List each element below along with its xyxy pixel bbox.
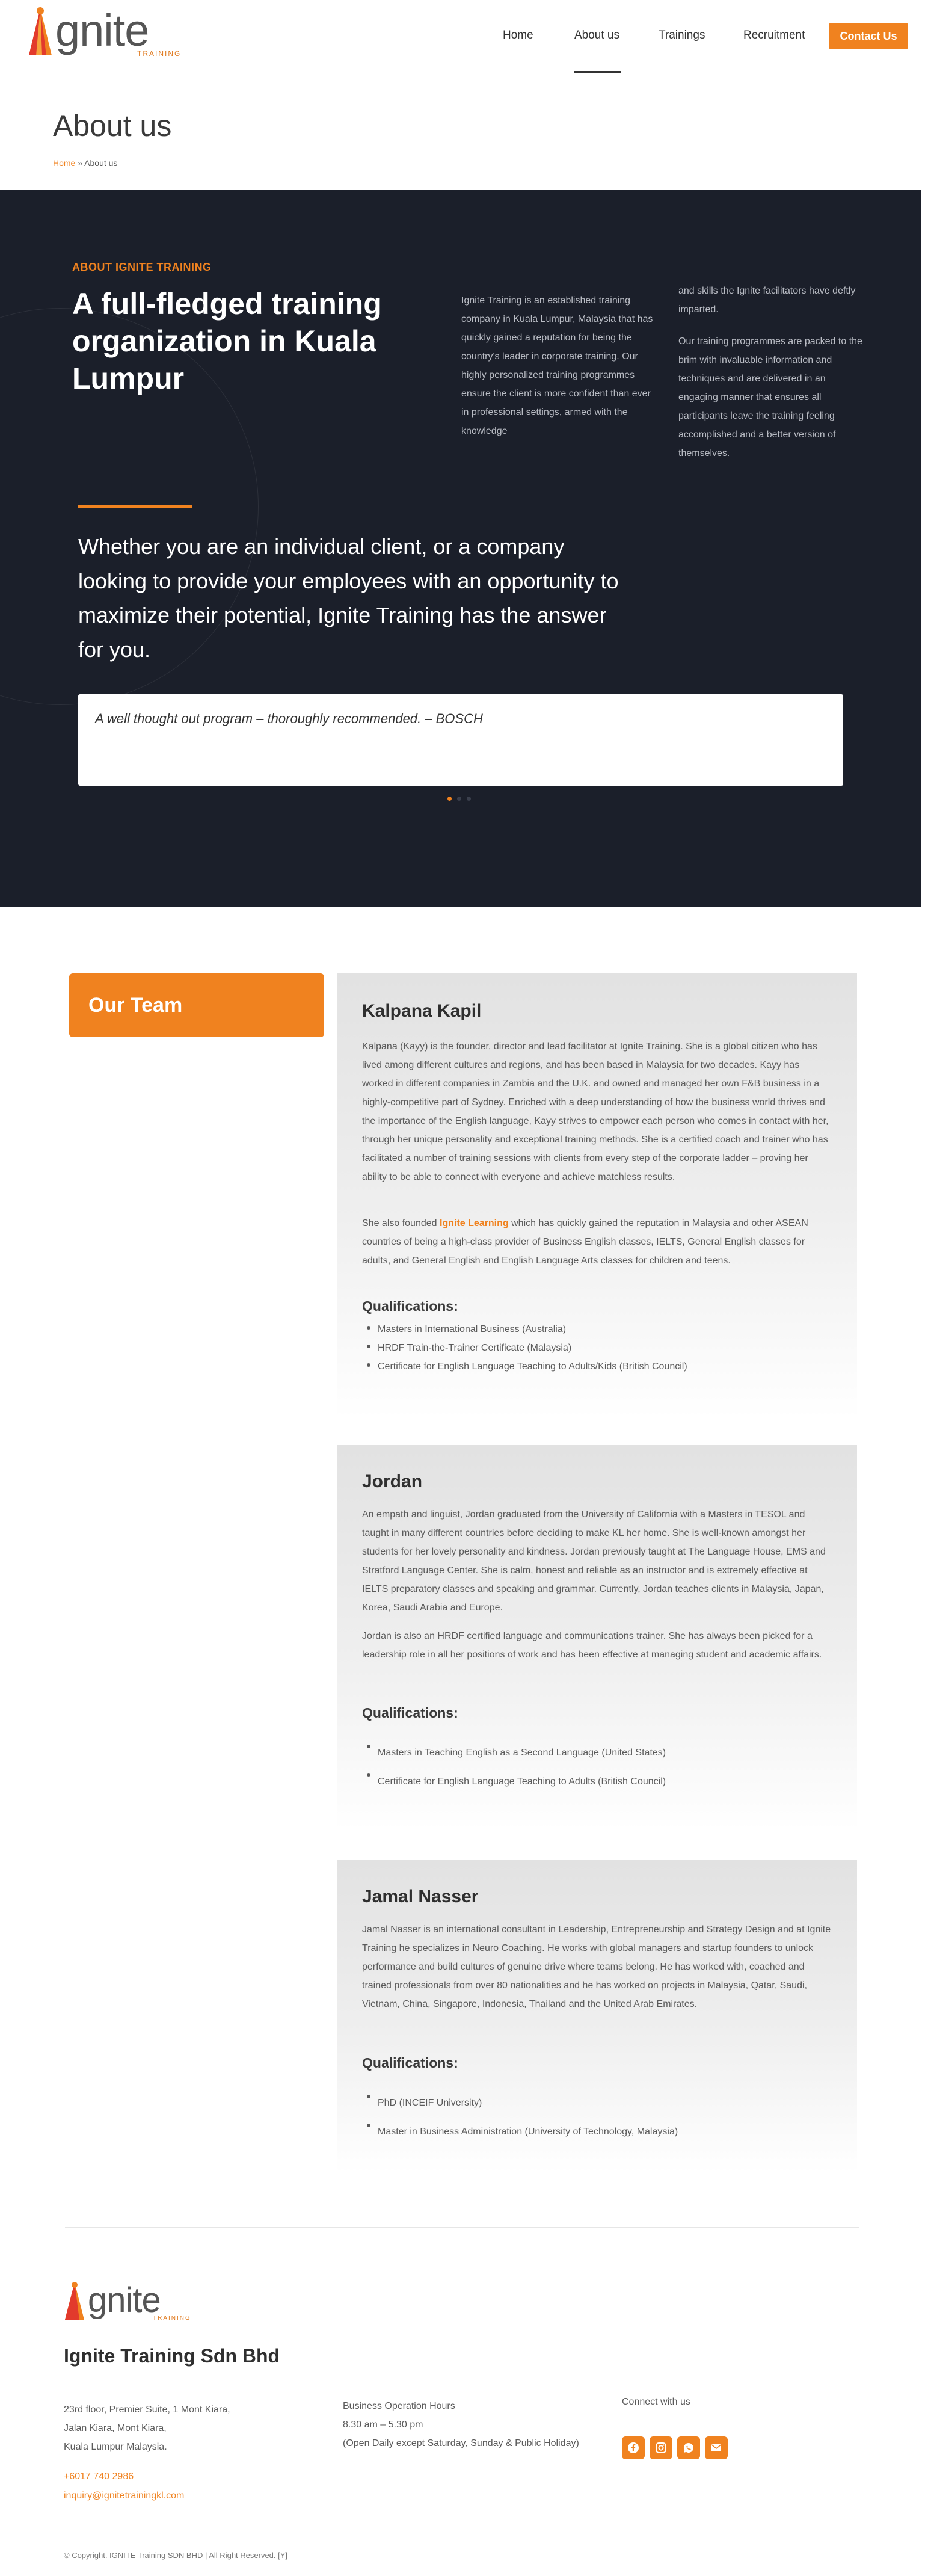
breadcrumb-separator: » <box>75 158 85 168</box>
logo-wordmark: gnite <box>55 5 149 55</box>
nav-recruitment[interactable]: Recruitment <box>743 29 805 42</box>
testimonial-text: A well thought out program – thoroughly recommended. – BOSCH <box>95 711 483 726</box>
copyright-text: © Copyright. IGNITE Training SDN BHD | All Right Reserved. [Y] <box>64 2551 288 2560</box>
footer-address <box>64 2400 230 2456</box>
member-bio-2: Jordan is also an HRDF certified language and communications trainer. She has always been picked for a leadership role in all her positions of work and has been effective at managing student and academic affairs. <box>362 1631 822 1660</box>
nav-about-us[interactable]: About us <box>574 29 619 42</box>
instagram-icon[interactable] <box>650 2436 672 2459</box>
footer-email-link[interactable]: inquiry@ignitetrainingkl.com <box>64 2491 185 2501</box>
contact-us-button[interactable]: Contact Us <box>829 23 908 49</box>
member-name: Jordan <box>362 1471 423 1491</box>
whatsapp-icon[interactable] <box>677 2436 700 2459</box>
breadcrumb-home-link[interactable]: Home <box>53 158 76 168</box>
list-item: PhD (INCEIF University) <box>375 2089 832 2118</box>
hours-value: 8.30 am – 5.30 pm <box>343 2420 423 2430</box>
team-member-card <box>337 973 857 1419</box>
qualifications-heading: Qualifications: <box>362 1705 458 1721</box>
list-item: Masters in Teaching English as a Second Language (United States) <box>375 1739 832 1767</box>
team-member-card <box>337 1445 857 1830</box>
qualifications-list <box>375 2089 832 2146</box>
carousel-dot-3[interactable] <box>467 797 471 801</box>
list-item: Certificate for English Language Teaching to Adults/Kids (British Council) <box>375 1357 832 1376</box>
qualifications-heading: Qualifications: <box>362 2055 458 2071</box>
hours-title: Business Operation Hours <box>343 2401 455 2411</box>
list-item: Masters in International Business (Australia) <box>375 1320 832 1339</box>
flame-logo-icon <box>25 5 55 60</box>
footer-logo[interactable] <box>63 2280 189 2323</box>
page-title: About us <box>53 109 172 143</box>
qualifications-list <box>375 1320 832 1376</box>
about-column-1: Ignite Training is an established training company in Kuala Lumpur, Malaysia that has quickly gained a reputation for being the country's leader in corporate training. Our highly personalized training programmes ensure the client is more confident than ever in professional settings, armed with the knowledge <box>461 295 653 436</box>
breadcrumb-current: About us <box>84 158 118 168</box>
member-bio-2: She also founded Ignite Learning which has quickly gained the reputation in Malaysia and other ASEAN countries of being a high-class provider of Business English classes, IELTS, General English classes for adults, and General English and English Language Arts classes for children and teens. <box>362 1218 808 1266</box>
about-section <box>0 190 921 907</box>
ignite-learning-link[interactable]: Ignite Learning <box>440 1218 509 1228</box>
team-member-card <box>337 1860 857 2173</box>
qualifications-list <box>375 1739 832 1796</box>
footer-hours <box>343 2397 583 2453</box>
email-icon[interactable] <box>705 2436 728 2459</box>
carousel-dot-1[interactable] <box>447 797 452 801</box>
about-column-2a: and skills the Ignite facilitators have deftly imparted. <box>678 286 856 315</box>
facebook-icon[interactable] <box>622 2436 645 2459</box>
member-bio: Jamal Nasser is an international consultant in Leadership, Entrepreneurship and Strategy Design and at Ignite Training he specializes in Neuro Coaching. He works with global managers and startup founders to unlock performance and build cultures of genuine drive where teams belong. He has worked with, coached and trained professionals from over 80 nationalities and he has worked on projects in Malaysia, Qatar, Saudi, Vietnam, China, Singapore, Indonesia, Thailand and the United Arab Emirates. <box>362 1924 831 2009</box>
carousel-dot-2[interactable] <box>457 797 461 801</box>
member-name: Jamal Nasser <box>362 1887 479 1906</box>
hours-note: (Open Daily except Saturday, Sunday & Public Holiday) <box>343 2438 579 2448</box>
about-headline: A full-fledged training organization in Kuala Lumpur <box>72 287 382 395</box>
list-item: Master in Business Administration (University of Technology, Malaysia) <box>375 2118 832 2146</box>
footer-logo-tagline: TRAINING <box>153 2315 191 2322</box>
member-name: Kalpana Kapil <box>362 1001 482 1021</box>
about-eyebrow: ABOUT IGNITE TRAINING <box>72 261 212 273</box>
accent-bar <box>78 505 192 508</box>
our-team-label: Our Team <box>88 994 183 1017</box>
our-team-tab[interactable] <box>69 973 324 1037</box>
address-line: Jalan Kiara, Mont Kiara, <box>64 2423 167 2433</box>
flame-logo-icon <box>63 2280 87 2323</box>
footer-divider <box>65 2227 859 2228</box>
logo-tagline: TRAINING <box>137 49 182 58</box>
member-bio: Kalpana (Kayy) is the founder, director and lead facilitator at Ignite Training. She is a global citizen who has lived among different cultures and regions, and has been based in Malaysia for two decades. Kayy has worked in different companies in Zambia and the U.K. and owned and managed her own F&B business in a highly-competitive part of Sydney. Enriched with a deep understanding of how the business world thrives and the importance of the English language, Kayy strives to empower each person who comes in contact with her, through her unique personality and exceptional training methods. She is a certified coach and trainer who has facilitated a number of training sessions with clients from every step of the corporate ladder – proving her ability to be able to connect with everyone and achieve matchless results. <box>362 1041 829 1182</box>
nav-trainings[interactable]: Trainings <box>659 29 705 42</box>
address-line: 23rd floor, Premier Suite, 1 Mont Kiara, <box>64 2405 230 2415</box>
ignite-logo[interactable] <box>25 5 182 59</box>
nav-home[interactable]: Home <box>503 29 533 42</box>
breadcrumb <box>53 158 117 168</box>
member-bio: An empath and linguist, Jordan graduated from the University of California with a Masters in TESOL and taught in many different countries before deciding to make KL her home. She is well-known amongst her students for her lovely personality and kindness. Jordan previously taught at The Language House, EMS and Stratford Language Center. She is calm, honest and reliable as an instructor and is extremely effective at IELTS preparatory classes and speaking and grammar. Currently, Jordan teaches clients in Malaysia, Japan, Korea, Saudi Arabia and Europe. <box>362 1509 826 1613</box>
address-line: Kuala Lumpur Malaysia. <box>64 2442 167 2452</box>
qualifications-heading: Qualifications: <box>362 1298 458 1314</box>
connect-label: Connect with us <box>622 2397 690 2407</box>
about-column-2b: Our training programmes are packed to the brim with invaluable information and techniques and are delivered in an engaging manner that ensures all participants leave the training feeling accomplished and a better version of themselves. <box>678 336 862 458</box>
footer-company-name: Ignite Training Sdn Bhd <box>64 2345 280 2367</box>
list-item: HRDF Train-the-Trainer Certificate (Malaysia) <box>375 1339 832 1357</box>
footer-logo-wordmark: gnite <box>88 2281 161 2320</box>
testimonial-card <box>78 694 843 786</box>
site-header <box>0 0 928 72</box>
about-quote: Whether you are an individual client, or a company looking to provide your employees with an opportunity to maximize their potential, Ignite Training has the answer for you. <box>78 534 619 662</box>
footer-phone-link[interactable]: +6017 740 2986 <box>64 2471 134 2482</box>
nav-active-underline <box>574 71 621 73</box>
list-item: Certificate for English Language Teaching to Adults (British Council) <box>375 1767 832 1796</box>
